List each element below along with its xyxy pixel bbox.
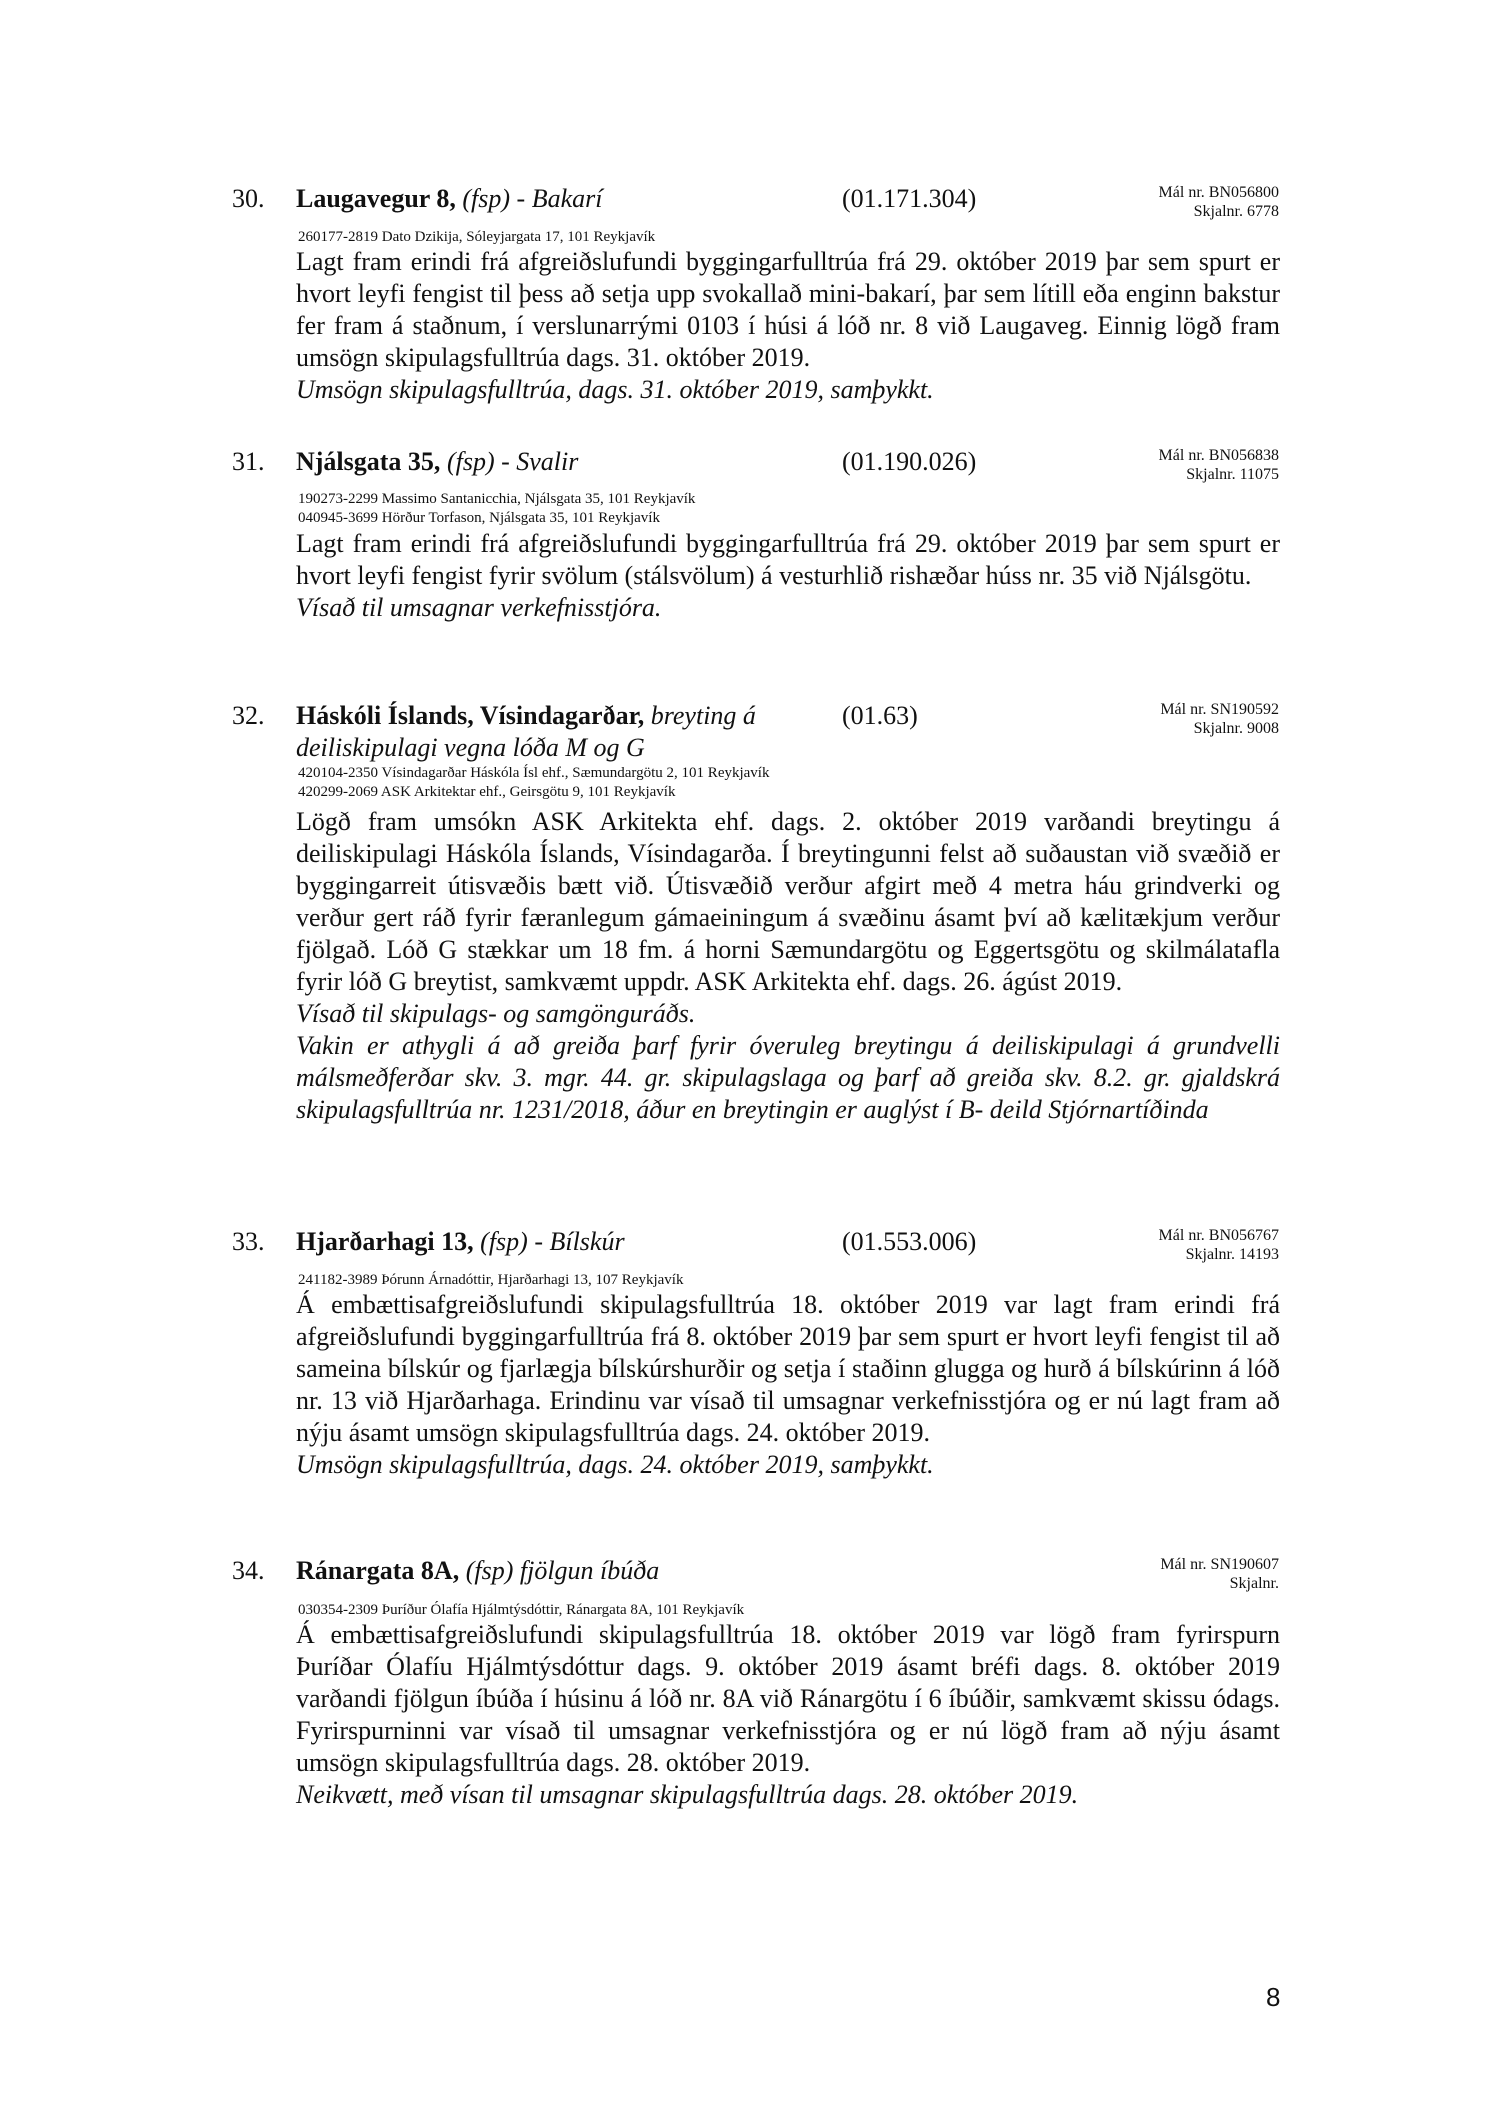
item-decision: Vísað til umsagnar verkefnisstjóra. [296, 593, 662, 622]
case-reference [1159, 183, 1279, 221]
owner-line: 420104-2350 Vísindagarðar Háskóla Ísl ehf., Sæmundargötu 2, 101 Reykjavík [298, 765, 770, 781]
item-decision: Neikvætt, með vísan til umsagnar skipulagsfulltrúa dags. 28. október 2019. [296, 1780, 1079, 1809]
item-title [296, 1555, 806, 1587]
land-number: (01.190.026) [842, 447, 977, 476]
item-body [296, 528, 1280, 624]
owner-line: 040945-3699 Hörður Torfason, Njálsgata 35, 101 Reykjavík [298, 510, 660, 526]
item-address: Laugavegur 8, [296, 184, 456, 213]
item-address: Háskóli Íslands, Vísindagarðar, [296, 701, 645, 730]
mal-nr: Mál nr. BN056838 [1158, 447, 1279, 464]
item-decision: Umsögn skipulagsfulltrúa, dags. 24. október 2019, samþykkt. [296, 1450, 934, 1479]
item-number: 32. [232, 701, 265, 730]
item-address: Hjarðarhagi 13, [296, 1227, 474, 1256]
land-number: (01.63) [842, 701, 918, 730]
item-body [296, 246, 1280, 406]
item-title [296, 183, 806, 215]
page-number: 8 [1266, 1982, 1281, 2012]
mal-nr: Mál nr. SN190607 [1160, 1556, 1279, 1573]
owners-list [298, 1271, 683, 1290]
owners-list [298, 764, 769, 802]
item-description: Lögð fram umsókn ASK Arkitekta ehf. dags. 2. október 2019 varðandi breytingu á deiliskipulagi Háskóla Íslands, Vísindagarða. Í breytingunni felst að suðaustan við svæðið er byggingarreit útisvæðis bætt við. Útisvæðið verður afgirt með 4 metra háu grindverki og verður gert ráð fyrir færanlegum gámaeiningum á svæðinu ásamt því að kælitækjum verður fjölgað. Lóð G stækkar um 18 fm. á horni Sæmundargötu og Eggertsgötu og skilmálatafla fyrir lóð G breytist, samkvæmt uppdr. ASK Arkitekta ehf. dags. 26. ágúst 2019. [296, 807, 1280, 996]
case-reference [1160, 700, 1279, 738]
skjalnr: Skjalnr. 14193 [1185, 1246, 1279, 1263]
item-body [296, 806, 1280, 1126]
item-description: Lagt fram erindi frá afgreiðslufundi byggingarfulltrúa frá 29. október 2019 þar sem spurt er hvort leyfi fengist til þess að setja upp svokallað mini-bakarí, þar sem lítill eða enginn bakstur fer fram á staðnum, í verslunarrými 0103 í húsi á lóð nr. 8 við Laugaveg. Einnig lögð fram umsögn skipulagsfulltrúa dags. 31. október 2019. [296, 247, 1280, 372]
item-description: Lagt fram erindi frá afgreiðslufundi byggingarfulltrúa frá 29. október 2019 þar sem spurt er hvort leyfi fengist fyrir svölum (stálsvölum) á vesturhlið rishæðar húss nr. 35 við Njálsgötu. [296, 529, 1280, 590]
item-number: 31. [232, 447, 265, 476]
owners-list [298, 490, 695, 528]
case-reference [1159, 446, 1279, 484]
mal-nr: Mál nr. BN056800 [1158, 184, 1279, 201]
owners-list [298, 1601, 744, 1620]
item-subject: (fsp) - Svalir [446, 447, 579, 476]
owner-line: 030354-2309 Þuríður Ólafía Hjálmtýsdóttir, Ránargata 8A, 101 Reykjavík [298, 1602, 745, 1618]
item-subject: breyting á deiliskipulagi vegna lóða M og G [296, 701, 756, 762]
item-subject: (fsp) - Bílskúr [480, 1227, 625, 1256]
skjalnr: Skjalnr. 9008 [1193, 720, 1279, 737]
mal-nr: Mál nr. SN190592 [1160, 701, 1279, 718]
item-title [296, 1226, 806, 1258]
item-description: Á embættisafgreiðslufundi skipulagsfulltrúa 18. október 2019 var lögð fram fyrirspurn Þuríðar Ólafíu Hjálmtýsdóttur dags. 9. október 2019 ásamt bréfi dags. 8. október 2019 varðandi fjölgun íbúða í húsinu á lóð nr. 8A við Ránargötu í 6 íbúðir, samkvæmt skissu ódags. Fyrirspurninni var vísað til umsagnar verkefnisstjóra og er nú lögð fram að nýju ásamt umsögn skipulagsfulltrúa dags. 28. október 2019. [296, 1620, 1280, 1777]
mal-nr: Mál nr. BN056767 [1158, 1227, 1279, 1244]
owner-line: 420299-2069 ASK Arkitektar ehf., Geirsgötu 9, 101 Reykjavík [298, 784, 676, 800]
item-title [296, 446, 806, 478]
item-body [296, 1619, 1280, 1811]
item-number: 30. [232, 184, 265, 213]
item-number: 34. [232, 1556, 265, 1585]
item-subject: (fsp) fjölgun íbúða [465, 1556, 660, 1585]
item-body [296, 1289, 1280, 1481]
owner-line: 190273-2299 Massimo Santanicchia, Njálsgata 35, 101 Reykjavík [298, 491, 696, 507]
skjalnr: Skjalnr. 11075 [1186, 466, 1279, 483]
item-address: Ránargata 8A, [296, 1556, 460, 1585]
case-reference [1159, 1226, 1279, 1264]
item-title [296, 700, 816, 764]
case-reference [1160, 1555, 1279, 1593]
item-decision-note: Vakin er athygli á að greiða þarf fyrir óveruleg breytingu á deiliskipulagi á grundvelli málsmeðferðar skv. 3. mgr. 44. gr. skipulagslaga og þarf að greiða skv. 8.2. gr. gjaldskrá skipulagsfulltrúa nr. 1231/2018, áður en breytingin er auglýst í B- deild Stjórnartíðinda [296, 1031, 1280, 1124]
item-decision: Umsögn skipulagsfulltrúa, dags. 31. október 2019, samþykkt. [296, 375, 934, 404]
item-decision: Vísað til skipulags- og samgönguráðs. [296, 999, 696, 1028]
owner-line: 260177-2819 Dato Dzikija, Sóleyjargata 17, 101 Reykjavík [298, 229, 656, 245]
item-subject: (fsp) - Bakarí [462, 184, 603, 213]
item-description: Á embættisafgreiðslufundi skipulagsfulltrúa 18. október 2019 var lagt fram erindi frá afgreiðslufundi byggingarfulltrúa frá 8. október 2019 þar sem spurt er hvort leyfi fengist til að sameina bílskúr og fjarlægja bílskúrshurðir og setja í staðinn glugga og hurð á bílskúrinn á lóð nr. 13 við Hjarðarhaga. Erindinu var vísað til umsagnar verkefnisstjóra og er nú lagt fram að nýju ásamt umsögn skipulagsfulltrúa dags. 24. október 2019. [296, 1290, 1280, 1447]
item-number: 33. [232, 1227, 265, 1256]
item-address: Njálsgata 35, [296, 447, 441, 476]
land-number: (01.553.006) [842, 1227, 977, 1256]
owners-list [298, 228, 655, 247]
land-number: (01.171.304) [842, 184, 977, 213]
skjalnr: Skjalnr. [1229, 1575, 1279, 1592]
skjalnr: Skjalnr. 6778 [1193, 203, 1279, 220]
owner-line: 241182-3989 Þórunn Árnadóttir, Hjarðarhagi 13, 107 Reykjavík [298, 1272, 684, 1288]
